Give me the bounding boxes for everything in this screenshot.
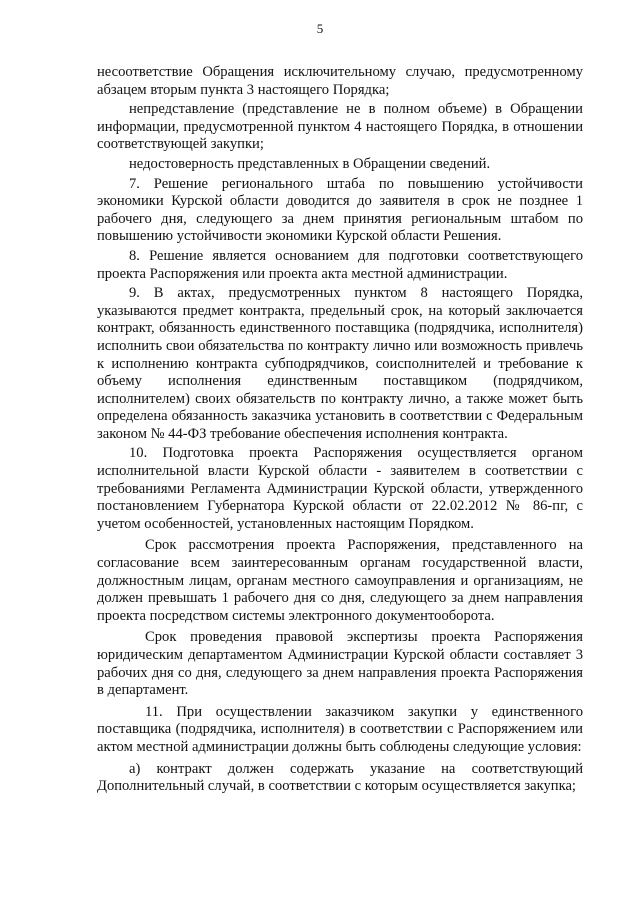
paragraph-nonsubmission: непредставление (представление не в полном объеме) в Обращении информации, предусмотренной пунктом 4 настоящего Порядка, в отношении соответствующей закупки;	[97, 101, 583, 153]
paragraph-review-period: Срок рассмотрения проекта Распоряжения, представленного на согласование всем заинтересованным органам государственной власти, должностным лицам, органам местного самоуправления и организациям, не должен превышать 1 рабочего дня со дня, следующего за днем направления проекта посредством системы электронного документооборота.	[97, 537, 583, 624]
page-number: 5	[316, 21, 324, 36]
paragraph-item-7: 7. Решение регионального штаба по повышению устойчивости экономики Курской области доводится до заявителя в срок не позднее 1 рабочего дня, следующего за днем принятия региональным штабом по повышению устойчивости экономики Курской области Решения.	[97, 175, 583, 245]
paragraph-item-8: 8. Решение является основанием для подготовки соответствующего проекта Распоряжения или проекта акта местной администрации.	[97, 247, 583, 282]
paragraph-nonconformity: несоответствие Обращения исключительному случаю, предусмотренному абзацем вторым пункта 3 настоящего Порядка;	[97, 64, 583, 98]
paragraph-item-9: 9. В актах, предусмотренных пунктом 8 настоящего Порядка, указываются предмет контракта, предельный срок, на который заключается контракт, обязанность единственного поставщика (подрядчика, исполнителя) исполнить свои обязательства по контракту лично или возможность привлечь к исполнению контракта субподрядчиков, соисполнителей и требование к объему исполнения единственным поставщиком (подрядчиком, исполнителем) своих обязательств по контракту лично, а также может быть определена обязанность заказчика установить в соответствии с Федеральным законом № 44-ФЗ требование обеспечения исполнения контракта.	[97, 285, 583, 442]
paragraph-unreliability: недостоверность представленных в Обращении сведений.	[129, 155, 491, 172]
document-body	[97, 64, 583, 796]
paragraph-item-10: 10. Подготовка проекта Распоряжения осуществляется органом исполнительной власти Курской области - заявителем в соответствии с требованиями Регламента Администрации Курской области, утвержденного постановлением Губернатора Курской области от 22.02.2012 № 86-пг, с учетом особенностей, установленных настоящим Порядком.	[97, 445, 583, 532]
paragraph-item-11: 11. При осуществлении заказчиком закупки у единственного поставщика (подрядчика, исполнителя) в соответствии с Распоряжением или актом местной администрации должны быть соблюдены следующие условия:	[97, 703, 583, 755]
paragraph-legal-review: Срок проведения правовой экспертизы проекта Распоряжения юридическим департаментом Администрации Курской области составляет 3 рабочих дня со дня, следующего за днем направления проекта Распоряжения в департамент.	[97, 629, 583, 699]
paragraph-subitem-a: а) контракт должен содержать указание на соответствующий Дополнительный случай, в соответствии с которым осуществляется закупка;	[97, 760, 583, 795]
